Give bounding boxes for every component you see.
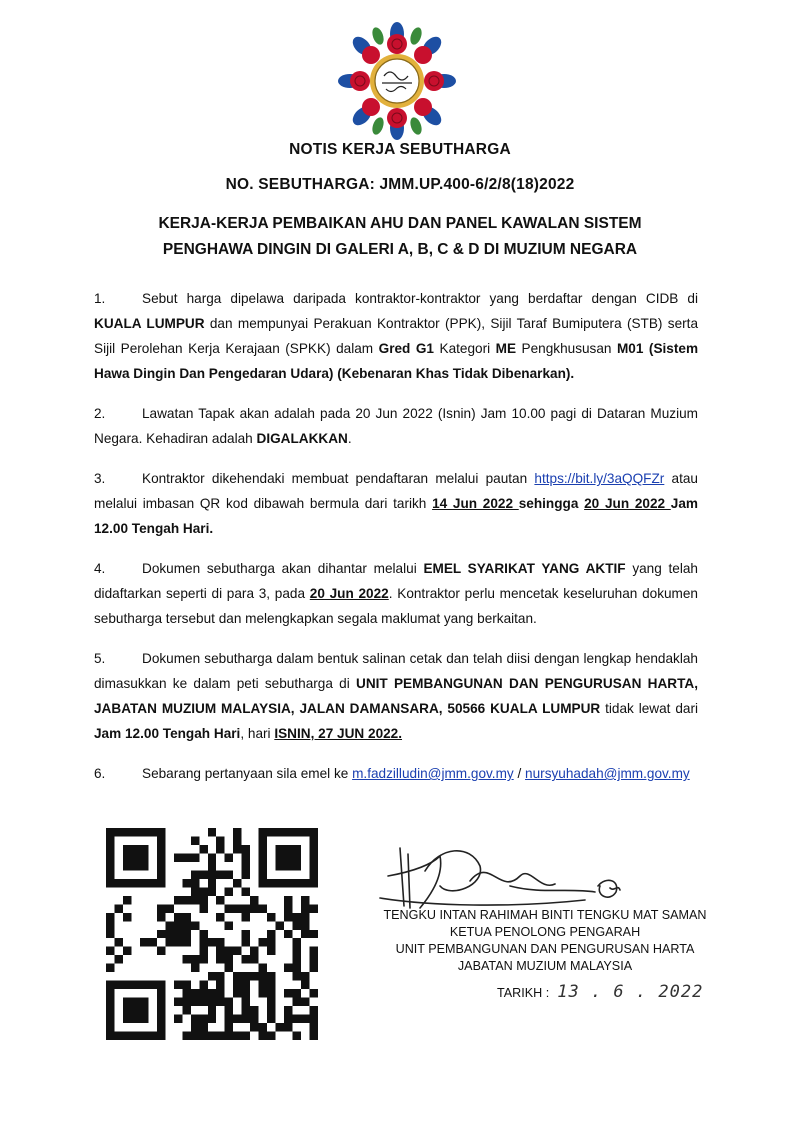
signatory-department: JABATAN MUZIUM MALAYSIA <box>457 959 633 973</box>
signatory-name: TENGKU INTAN RAHIMAH BINTI TENGKU MAT SAMAN <box>383 908 707 922</box>
date-value: 13 . 6 . 2022 <box>557 982 704 1002</box>
date-label: TARIKH : <box>497 986 550 1000</box>
notice-title: NOTIS KERJA SEBUTHARGA <box>289 141 511 158</box>
date-block <box>497 982 703 1002</box>
paragraph-3: 3. Kontraktor dikehendaki membuat pendaftaran melalui pautan https://bit.ly/3aQQFZr atau melalui imbasan QR kod dibawah bermula dari tarikh 14 Jun 2022 sehingga 20 Jun 2022 Jam 12.00 Tengah Hari. <box>94 471 698 536</box>
paragraph-4: 4. Dokumen sebutharga akan dihantar melalui EMEL SYARIKAT YANG AKTIF yang telah didaftarkan seperti di para 3, pada 20 Jun 2022. Kontraktor perlu mencetak keseluruhan dokumen sebutharga tersebut dan melengkapkan segala maklumat yang berkaitan. <box>94 561 698 626</box>
work-title-line: KERJA-KERJA PEMBAIKAN AHU DAN PANEL KAWALAN SISTEM <box>158 215 642 232</box>
work-title-line: PENGHAWA DINGIN DI GALERI A, B, C & D DI MUZIUM NEGARA <box>162 241 638 258</box>
email-link-2[interactable]: nursyuhadah@jmm.gov.my <box>525 766 690 781</box>
work-title <box>60 211 740 263</box>
signatory-unit: UNIT PEMBANGUNAN DAN PENGURUSAN HARTA <box>395 942 695 956</box>
jmm-logo-icon <box>338 22 456 140</box>
paragraph-6: 6. Sebarang pertanyaan sila emel ke m.fadzilludin@jmm.gov.my / nursyuhadah@jmm.gov.my <box>94 766 690 781</box>
paragraph-1: 1. Sebut harga dipelawa daripada kontraktor-kontraktor yang berdaftar dengan CIDB di KUALA LUMPUR dan mempunyai Perakuan Kontraktor (PPK), Sijil Taraf Bumiputera (STB) serta Sijil Perolehan Kerja Kerajaan (SPKK) dalam Gred G1 Kategori ME Pengkhususan M01 (Sistem Hawa Dingin Dan Pengedaran Udara) (Kebenaran Khas Tidak Dibenarkan). <box>94 291 699 381</box>
qr-code-icon[interactable] <box>106 828 318 1040</box>
paragraph-5: 5. Dokumen sebutharga dalam bentuk salinan cetak dan telah diisi dengan lengkap hendaklah dimasukkan ke dalam peti sebutharga di UNIT PEMBANGUNAN DAN PENGURUSAN HARTA, JABATAN MUZIUM MALAYSIA, JALAN DAMANSARA, 50566 KUALA LUMPUR tidak lewat dari Jam 12.00 Tengah Hari, hari ISNIN, 27 JUN 2022. <box>94 651 698 741</box>
registration-link[interactable]: https://bit.ly/3aQQFZr <box>534 471 665 486</box>
email-link-1[interactable]: m.fadzilludin@jmm.gov.my <box>352 766 514 781</box>
signatory-block <box>340 907 750 975</box>
signatory-position: KETUA PENOLONG PENGARAH <box>449 925 641 939</box>
reference-number: NO. SEBUTHARGA: JMM.UP.400-6/2/8(18)2022 <box>225 176 575 193</box>
paragraph-2: 2. Lawatan Tapak akan adalah pada 20 Jun 2022 (Isnin) Jam 10.00 pagi di Dataran Muzium Negara. Kehadiran adalah DIGALAKKAN. <box>94 406 698 446</box>
notice-body <box>94 286 698 801</box>
signature-icon <box>370 836 660 916</box>
